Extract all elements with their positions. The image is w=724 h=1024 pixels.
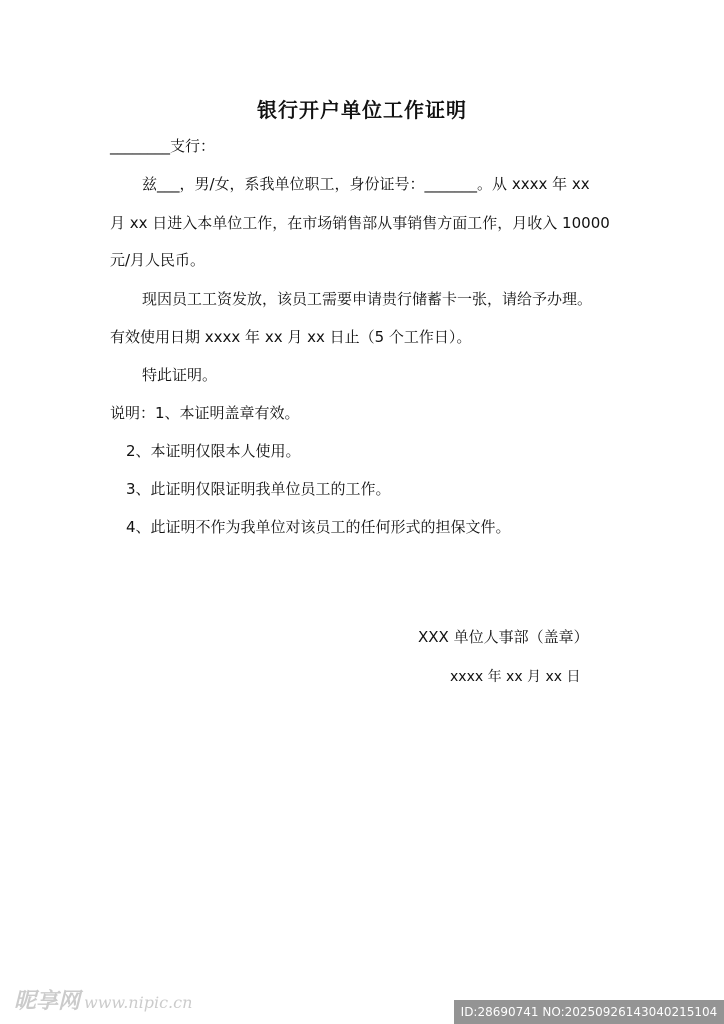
note-item: 说明：1、本证明盖章有效。 (110, 404, 300, 422)
body-line-3: 元/月人民币。 (110, 251, 206, 269)
watermark-url: www.nipic.cn (84, 993, 193, 1012)
watermark-brand (14, 984, 192, 1015)
watermark-brand-text: 昵享网 (14, 988, 81, 1014)
validity-line: 有效使用日期 xxxx 年 xx 月 xx 日止（5 个工作日）。 (110, 328, 472, 346)
signature-date: xxxx 年 xx 月 xx 日 (450, 669, 581, 685)
hereby-line: 特此证明。 (142, 366, 218, 384)
note-item: 2、本证明仅限本人使用。 (126, 442, 301, 460)
watermark-id-bar: ID:28690741 NO:20250926143040215104 (454, 1000, 724, 1024)
body-line-1: 兹___，男/女，系我单位职工，身份证号：_______。从 xxxx 年 xx (142, 175, 590, 193)
addressee-line: ________支行： (110, 137, 216, 155)
note-item: 4、此证明不作为我单位对该员工的任何形式的担保文件。 (126, 518, 511, 536)
document-title: 银行开户单位工作证明 (257, 98, 467, 122)
request-line: 现因员工工资发放，该员工需要申请贵行储蓄卡一张，请给予办理。 (142, 290, 593, 308)
signature-department: XXX 单位人事部（盖章） (418, 628, 589, 646)
body-line-2: 月 xx 日进入本单位工作，在市场销售部从事销售方面工作，月收入 10000 (110, 214, 610, 232)
note-item: 3、此证明仅限证明我单位员工的工作。 (126, 480, 391, 498)
